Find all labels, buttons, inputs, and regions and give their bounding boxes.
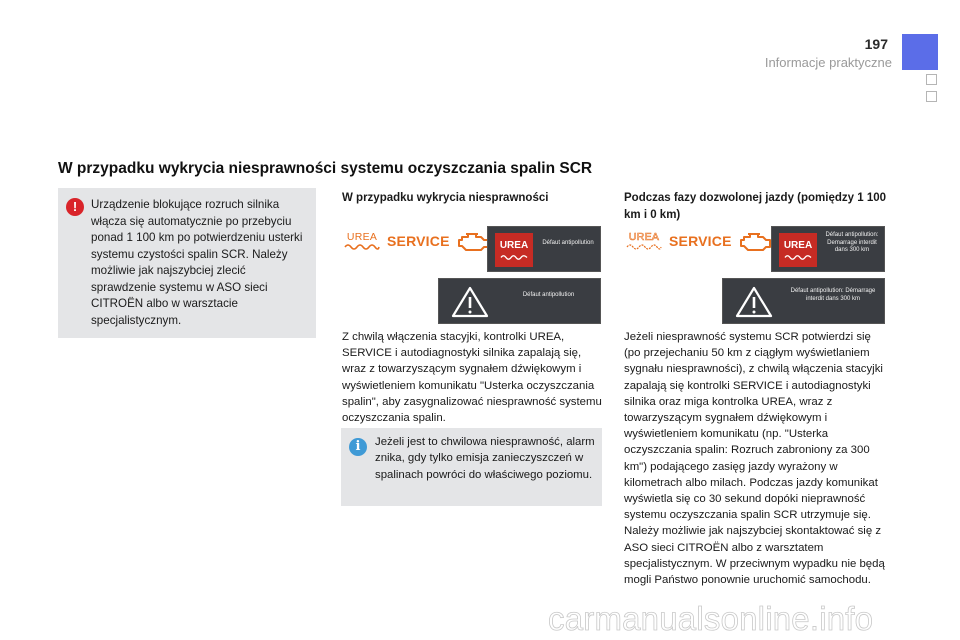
warning-triangle-icon	[451, 286, 489, 318]
urea-lamp-icon	[342, 231, 382, 251]
info-box	[341, 428, 602, 506]
urea-lamp-label: UREA	[628, 231, 660, 243]
instrument-display	[771, 226, 885, 272]
warning-lamps-row	[342, 229, 492, 253]
info-icon: i	[349, 438, 367, 456]
wave-icon	[344, 243, 380, 251]
instrument-display	[722, 278, 885, 324]
warning-text: Urządzenie blokujące rozruch silnika włącza się automatycznie po przebyciu ponad 1 100 km po potwierdzeniu usterki systemu czystości spalin SCR. Należy możliwie jak najszybciej zlecić sprawdzenie systemu w ASO sieci CITROËN albo w warsztacie specjalistycznym.	[91, 198, 303, 327]
page-title: W przypadku wykrycia niesprawności systemu oczyszczania spalin SCR	[58, 160, 593, 177]
display-message: Défaut antipollution	[522, 292, 575, 298]
urea-lamp-label: UREA	[346, 231, 378, 243]
warning-triangle-icon	[735, 286, 773, 318]
info-text: Jeżeli jest to chwilowa niesprawność, alarm znika, gdy tylko emisja zanieczyszczeń w spalinach powróci do właściwego poziomu.	[375, 436, 595, 481]
display-message: Défaut antipollution: Démarrage interdit dans 300 km	[790, 288, 876, 302]
warning-lamps-row	[624, 229, 774, 253]
instrument-display	[487, 226, 601, 272]
instrument-display	[438, 278, 601, 324]
urea-badge-label: UREA	[783, 239, 813, 251]
chapter-tab-marker	[926, 74, 937, 85]
middle-heading: W przypadku wykrycia niesprawności	[342, 192, 549, 204]
service-lamp-label: SERVICE	[387, 233, 450, 249]
engine-check-icon	[738, 229, 774, 253]
urea-badge	[779, 233, 817, 267]
right-heading: Podczas fazy dozwolonej jazdy (pomiędzy 1 100 km i 0 km)	[624, 192, 887, 221]
middle-body-text: Z chwilą włączenia stacyjki, kontrolki UREA, SERVICE i autodiagnostyki silnika zapalają się, wraz z towarzyszącym sygnałem dźwiękowym i wyświetleniem komunikatu "Usterka oczyszczania spalin", aby zasygnalizować niesprawność systemu oczyszczania spalin.	[342, 331, 602, 425]
urea-lamp-flashing-icon	[624, 231, 664, 251]
warning-box	[58, 188, 316, 338]
display-message: Défaut antipollution: Demarrage interdit dans 300 km	[825, 232, 879, 253]
wave-icon	[626, 243, 662, 251]
chapter-tab	[902, 34, 938, 70]
watermark: carmanualsonline.info	[548, 600, 874, 637]
display-message: Défaut antipollution	[542, 240, 594, 246]
urea-badge	[495, 233, 533, 267]
warning-icon: !	[66, 198, 84, 216]
wave-icon	[500, 254, 528, 261]
right-body-text: Jeżeli niesprawność systemu SCR potwierdzi się (po przejechaniu 50 km z ciągłym wyświetlaniem sygnału niesprawności), z chwilą włączenia stacyjki zapalają się kontrolki SERVICE i autodiagnostyki silnika oraz miga kontrolka UREA, wraz z towarzyszącym sygnałem dźwiękowym i wyświetleniem komunikatu (np. "Usterka oczyszczania spalin: Rozruch zabroniony za 300 km") podającego zasięg jazdy wyrażony w kilometrach albo milach. Podczas jazdy komunikat wyświetla się co 30 sekund dopóki nieprawność systemu oczyszczania spalin SCR utrzymuje się. Należy możliwie jak najszybciej skontaktować się z ASO sieci CITROËN albo z warsztatem specjalistycznym. W przeciwnym wypadku nie będą mogli Państwo ponownie uruchomić samochodu.	[624, 331, 885, 587]
section-name: Informacje praktyczne	[764, 55, 892, 70]
chapter-tab-marker	[926, 91, 937, 102]
wave-icon	[784, 254, 812, 261]
urea-badge-label: UREA	[499, 239, 529, 251]
service-lamp-label: SERVICE	[669, 233, 732, 249]
page-number: 197	[864, 36, 888, 52]
